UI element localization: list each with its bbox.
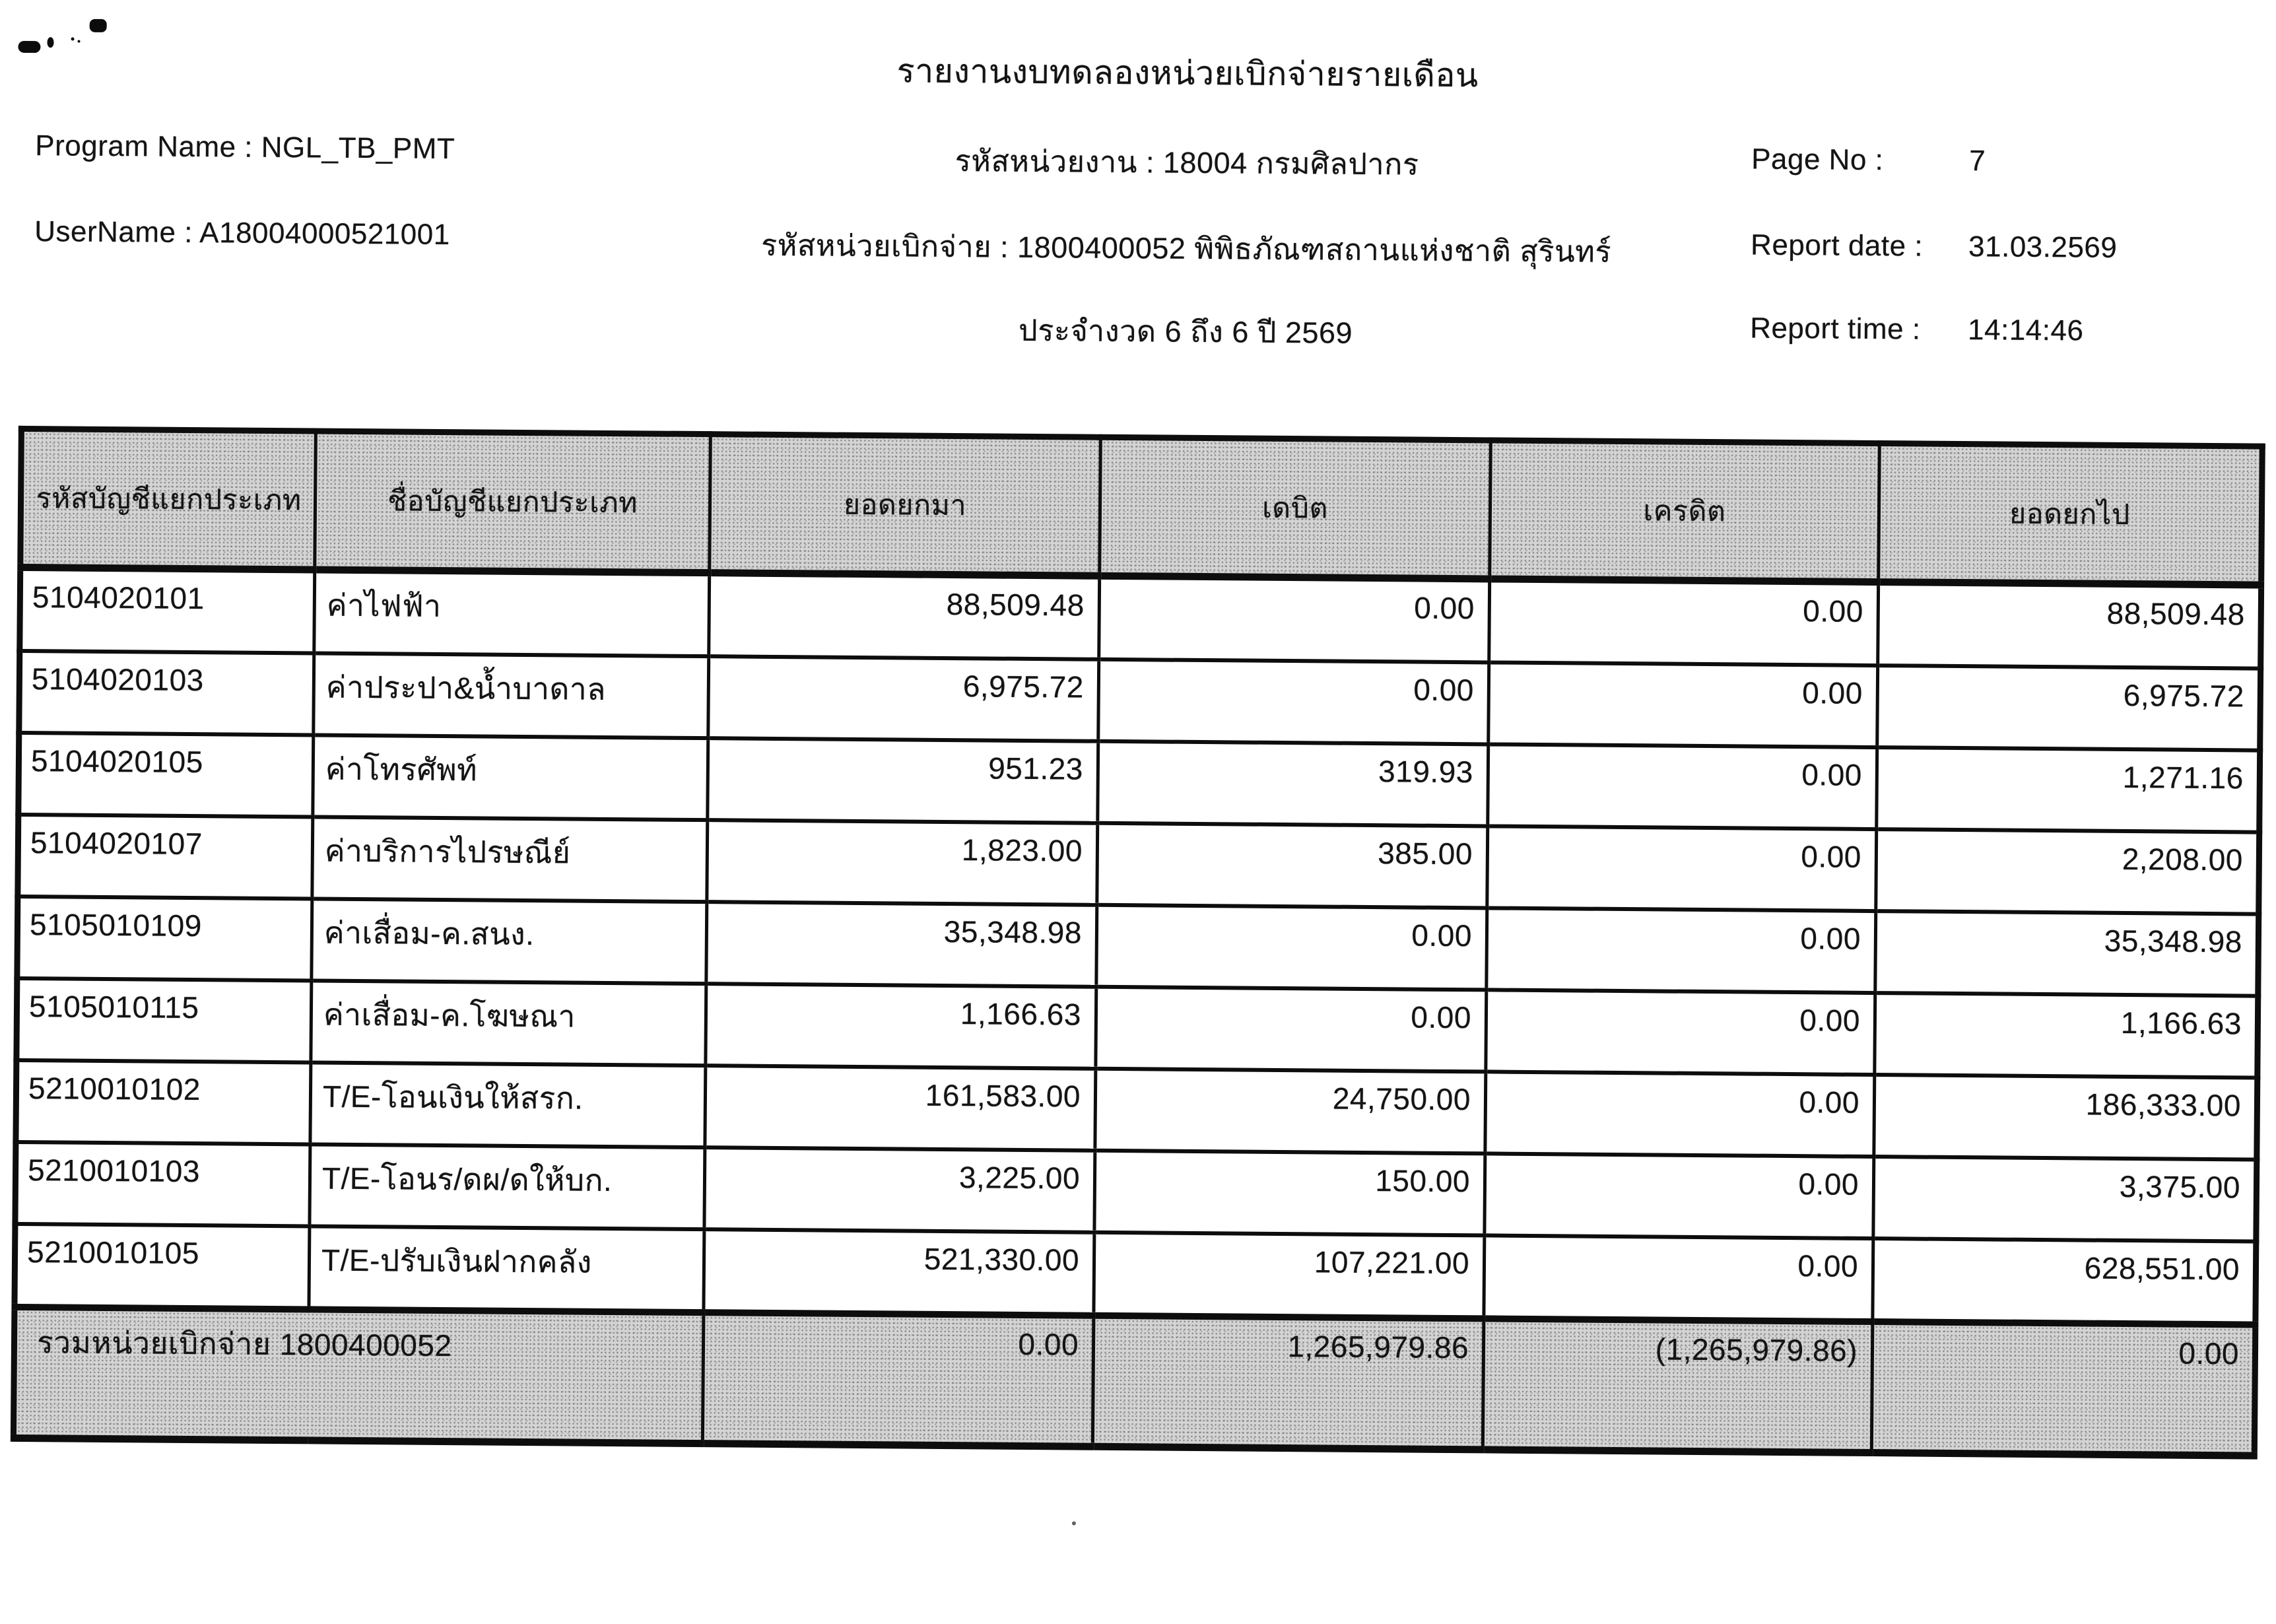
debit-cell: 0.00: [1099, 576, 1490, 662]
page-no-label: Page No :: [1751, 143, 1884, 177]
account-name-cell: T/E-โอนเงินให้สรก.: [310, 1062, 706, 1147]
page-title: รายงานงบทดลองหน่วยเบิกจ่ายรายเดือน: [896, 52, 1479, 94]
total-label-cell: รวมหน่วยเบิกจ่าย 1800400052: [13, 1307, 704, 1444]
debit-cell: 0.00: [1096, 905, 1487, 990]
account-code-cell: 5210010102: [16, 1060, 311, 1144]
account-code-cell: 5210010105: [15, 1224, 310, 1309]
disbursement-unit-line: รหัสหน่วยเบิกจ่าย : 1800400052 พิพิธภัณฑสถานแห่งชาติ สุรินทร์: [760, 228, 1612, 269]
debit-cell: 107,221.00: [1094, 1233, 1485, 1319]
column-header-brought-forward: ยอดยกมา: [710, 434, 1101, 576]
brought-forward-cell: 521,330.00: [704, 1229, 1094, 1316]
credit-cell: 0.00: [1488, 744, 1877, 829]
carried-forward-cell: 3,375.00: [1873, 1157, 2257, 1242]
credit-cell: 0.00: [1489, 662, 1878, 747]
credit-cell: 0.00: [1487, 908, 1876, 993]
scan-artifact-dot: [47, 37, 53, 48]
credit-cell: 0.00: [1486, 990, 1875, 1075]
report-date-label: Report date :: [1750, 228, 1924, 263]
program-name-value: NGL_TB_PMT: [261, 131, 455, 166]
carried-forward-cell: 1,271.16: [1877, 747, 2260, 832]
credit-cell: 0.00: [1489, 579, 1879, 665]
brought-forward-cell: 35,348.98: [706, 902, 1097, 987]
account-code-cell: 5105010115: [17, 978, 312, 1062]
table-total-row: [13, 1307, 2255, 1456]
carried-forward-cell: 628,551.00: [1873, 1238, 2256, 1325]
account-name-cell: ค่าเสื่อม-ค.โฆษณา: [311, 980, 706, 1066]
scan-artifact-dot: [18, 41, 40, 53]
total-carried-forward-cell: 0.00: [1871, 1322, 2256, 1456]
scan-artifact-dot: [77, 40, 80, 43]
credit-cell: 0.00: [1485, 1071, 1875, 1157]
account-code-cell: 5210010103: [15, 1142, 310, 1226]
account-name-cell: ค่าบริการไปรษณีย์: [312, 817, 708, 902]
account-code-cell: 5104020107: [18, 815, 313, 898]
carried-forward-cell: 2,208.00: [1876, 829, 2259, 914]
debit-cell: 150.00: [1094, 1151, 1485, 1236]
account-name-cell: ค่าไฟฟ้า: [314, 570, 710, 656]
account-name-cell: ค่าประปา&น้ำบาดาล: [314, 653, 709, 738]
account-code-cell: 5104020101: [20, 567, 315, 653]
account-name-cell: ค่าโทรศัพท์: [313, 735, 708, 820]
report-time-value: 14:14:46: [1967, 314, 2084, 347]
column-header-account-code: รหัสบัญชีแยกประเภท: [20, 428, 316, 569]
username-value: A18004000521001: [199, 217, 450, 252]
report-date-value: 31.03.2569: [1968, 230, 2118, 264]
total-credit-cell: (1,265,979.86): [1483, 1318, 1873, 1452]
debit-cell: 24,750.00: [1095, 1069, 1486, 1154]
username-line: [34, 215, 450, 252]
brought-forward-cell: 6,975.72: [708, 656, 1099, 741]
column-header-credit: เครดิต: [1490, 440, 1880, 582]
trial-balance-table: [11, 426, 2265, 1460]
username-label: UserName :: [34, 215, 193, 249]
carried-forward-cell: 6,975.72: [1877, 665, 2261, 751]
table-header-row: [20, 428, 2263, 585]
account-code-cell: 5104020103: [19, 651, 314, 735]
scan-artifact-dot: [1072, 1522, 1076, 1526]
agency-line: รหัสหน่วยงาน : 18004 กรมศิลปากร: [954, 144, 1419, 182]
period-line: ประจำงวด 6 ถึง 6 ปี 2569: [1018, 313, 1353, 350]
program-name-line: [35, 129, 455, 166]
column-header-debit: เดบิต: [1100, 437, 1491, 579]
carried-forward-cell: 88,509.48: [1878, 582, 2261, 669]
carried-forward-cell: 1,166.63: [1875, 993, 2258, 1078]
scan-artifact-dot: [71, 38, 75, 41]
credit-cell: 0.00: [1485, 1153, 1874, 1238]
brought-forward-cell: 88,509.48: [709, 573, 1100, 660]
account-code-cell: 5105010109: [17, 897, 312, 980]
brought-forward-cell: 1,823.00: [707, 820, 1098, 905]
carried-forward-cell: 35,348.98: [1875, 911, 2259, 996]
brought-forward-cell: 161,583.00: [705, 1066, 1096, 1151]
debit-cell: 0.00: [1096, 987, 1487, 1072]
total-debit-cell: 1,265,979.86: [1092, 1316, 1484, 1450]
scan-artifact-dot: [90, 19, 107, 32]
report-time-label: Report time :: [1749, 312, 1921, 346]
column-header-account-name: ชื่อบัญชีแยกประเภท: [315, 431, 711, 573]
account-name-cell: T/E-โอนร/ดผ/ดให้บก.: [310, 1144, 705, 1229]
page-no-value: 7: [1968, 145, 1986, 178]
account-name-cell: ค่าเสื่อม-ค.สนง.: [312, 898, 707, 984]
program-name-label: Program Name :: [35, 129, 253, 164]
carried-forward-cell: 186,333.00: [1874, 1075, 2258, 1160]
total-brought-forward-cell: 0.00: [702, 1312, 1094, 1446]
brought-forward-cell: 1,166.63: [706, 984, 1096, 1069]
debit-cell: 0.00: [1098, 660, 1489, 745]
column-header-carried-forward: ยอดยกไป: [1879, 444, 2263, 586]
debit-cell: 319.93: [1098, 741, 1489, 827]
credit-cell: 0.00: [1484, 1235, 1873, 1322]
credit-cell: 0.00: [1487, 826, 1877, 911]
account-code-cell: 5104020105: [18, 733, 314, 817]
brought-forward-cell: 3,225.00: [704, 1147, 1095, 1233]
account-name-cell: T/E-ปรับเงินฝากคลัง: [309, 1226, 704, 1312]
brought-forward-cell: 951.23: [708, 738, 1098, 823]
debit-cell: 385.00: [1097, 823, 1488, 908]
